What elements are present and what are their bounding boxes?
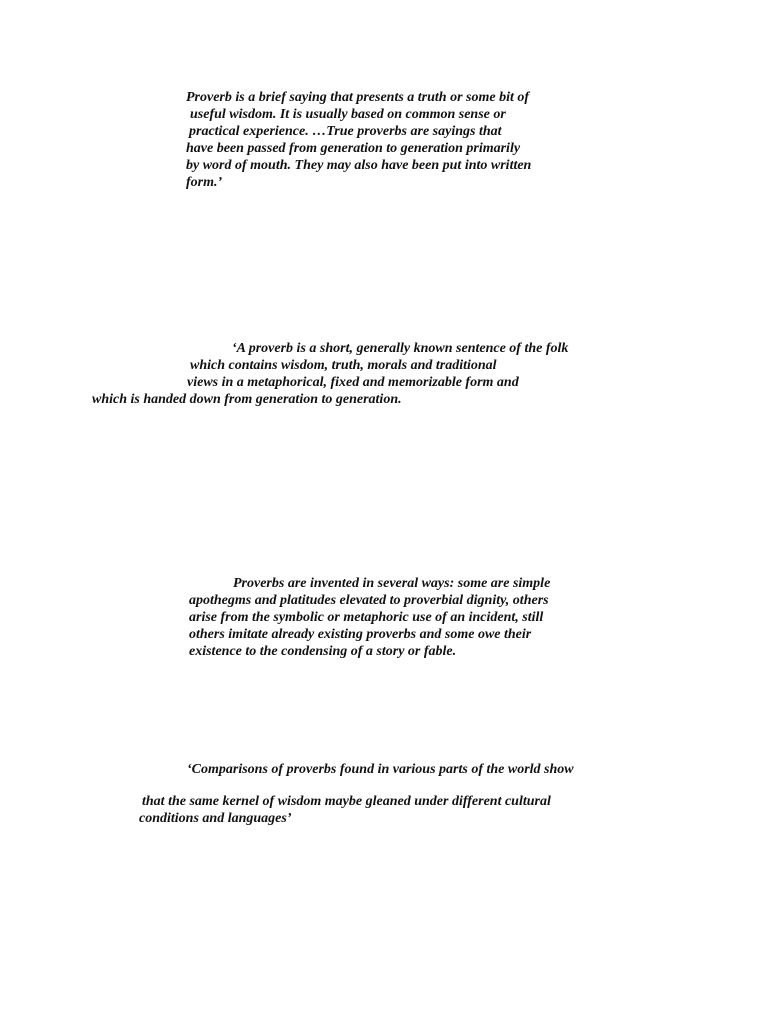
text-line: others imitate already existing proverbs and some owe their (189, 627, 532, 642)
text-line: practical experience. …True proverbs are sayings that (189, 124, 502, 139)
text-line: Proverb is a brief saying that presents a truth or some bit of (186, 90, 530, 105)
text-line: views in a metaphorical, fixed and memorizable form and (187, 375, 519, 390)
text-line: arise from the symbolic or metaphoric use of an incident, still (189, 610, 544, 625)
text-line: which is handed down from generation to generation. (92, 392, 402, 407)
text-line: Proverbs are invented in several ways: some are simple (233, 576, 551, 591)
text-line: form.’ (186, 175, 223, 190)
text-line: ‘A proverb is a short, generally known sentence of the folk (232, 341, 569, 356)
text-line: have been passed from generation to generation primarily (186, 141, 521, 156)
text-line: by word of mouth. They may also have been put into written (186, 158, 532, 173)
text-line: which contains wisdom, truth, morals and traditional (190, 358, 497, 373)
text-line: conditions and languages’ (139, 811, 292, 826)
text-line: that the same kernel of wisdom maybe gleaned under different cultural (142, 794, 551, 809)
text-line: apothegms and platitudes elevated to proverbial dignity, others (189, 593, 549, 608)
text-line: ‘Comparisons of proverbs found in various parts of the world show (187, 762, 574, 777)
text-line: existence to the condensing of a story or fable. (189, 644, 457, 659)
text-line: useful wisdom. It is usually based on common sense or (190, 107, 506, 122)
